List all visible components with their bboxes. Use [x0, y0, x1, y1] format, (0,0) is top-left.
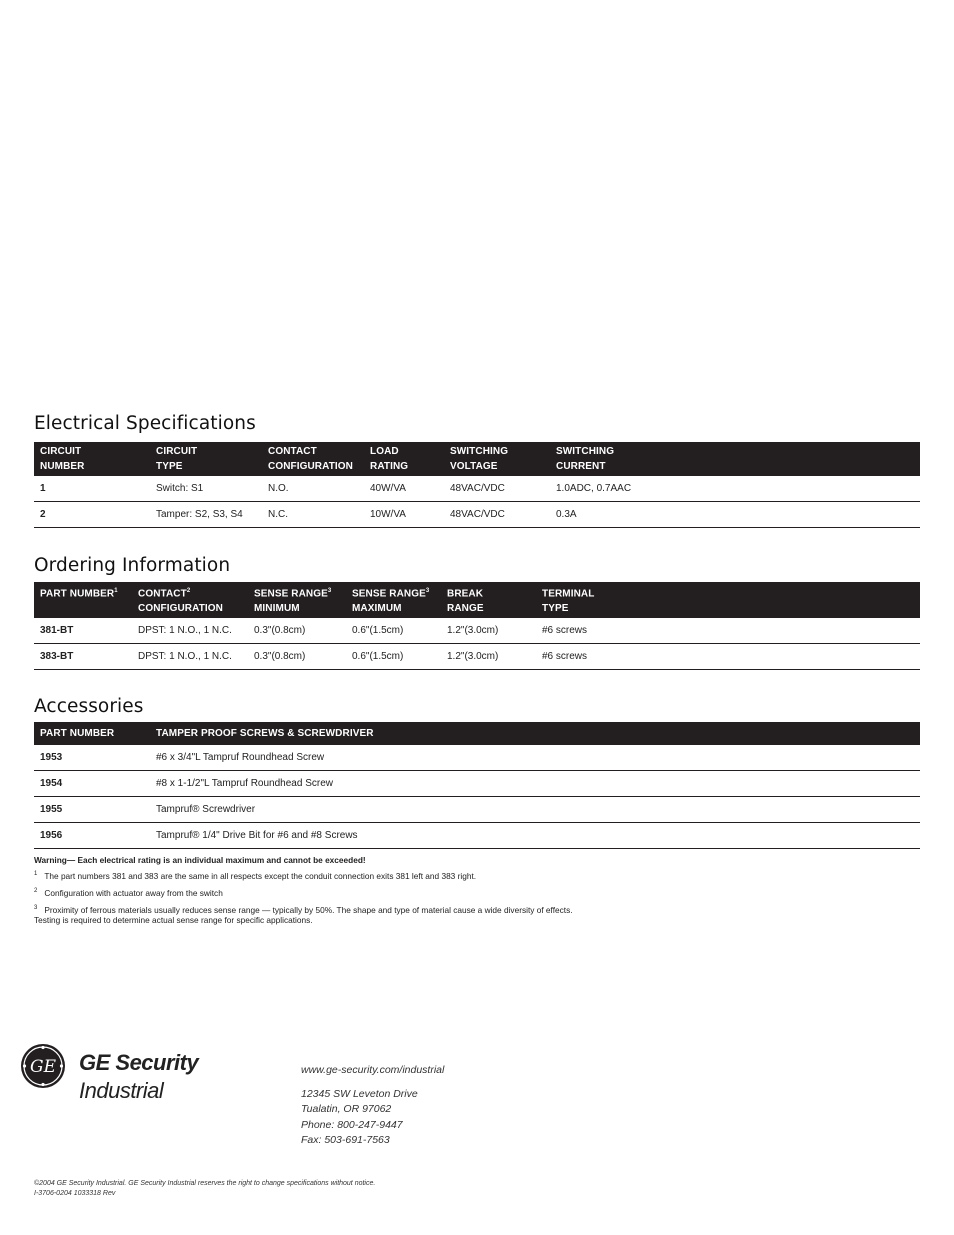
footnotes: [34, 855, 920, 926]
table-cell: 48VAC/VDC: [444, 476, 550, 502]
table-cell: 383-BT: [34, 644, 132, 670]
table-cell: 1: [34, 476, 150, 502]
footnote: $^1$ The part numbers 381 and 383 are the same in all respects except the conduit connection exits 381 left and 383 right.: [34, 870, 477, 881]
table-header: [34, 442, 920, 476]
fax-text: Fax: 503-691-7563: [301, 1134, 390, 1146]
accessories-table: [34, 722, 920, 849]
table-header: [34, 722, 920, 745]
column-header: LOAD RATING: [364, 442, 444, 476]
column-header: CONTACT$^2$ CONFIGURATION: [132, 582, 248, 618]
ge-monogram-icon: [20, 1043, 66, 1094]
address-line: 12345 SW Leveton Drive: [301, 1087, 418, 1100]
column-header: SENSE RANGE$^3$ MINIMUM: [248, 582, 346, 618]
website-link[interactable]: www.ge-security.com/industrial: [301, 1064, 445, 1076]
table-row: [34, 823, 920, 849]
table-cell: Tampruf® Screwdriver: [150, 797, 920, 823]
table-cell: 2: [34, 502, 150, 528]
table-cell: 0.3"(0.8cm): [248, 618, 346, 644]
table-header: [34, 582, 920, 618]
svg-text:GE: GE: [30, 1057, 56, 1077]
ordering-information-heading: Ordering Information: [34, 555, 231, 576]
table-cell: #6 screws: [536, 618, 920, 644]
address-line: Tualatin, OR 97062: [301, 1103, 392, 1115]
legal-footer: [34, 1179, 375, 1199]
table-cell: DPST: 1 N.O., 1 N.C.: [132, 644, 248, 670]
table-cell: 1953: [34, 745, 150, 771]
table-row: [34, 745, 920, 771]
accessories-heading: Accessories: [34, 696, 144, 717]
column-header: CONTACT CONFIGURATION: [262, 442, 364, 476]
table-cell: 1.0ADC, 0.7AAC: [550, 476, 920, 502]
table-cell: 1955: [34, 797, 150, 823]
table-row: [34, 502, 920, 528]
phone-text: Phone: 800-247-9447: [301, 1118, 403, 1131]
table-cell: 0.6"(1.5cm): [346, 644, 441, 670]
table-row: [34, 618, 920, 644]
table-cell: Switch: S1: [150, 476, 262, 502]
column-header: PART NUMBER$^1$: [34, 582, 132, 618]
table-cell: 40W/VA: [364, 476, 444, 502]
table-cell: 1.2"(3.0cm): [441, 644, 536, 670]
table-cell: N.O.: [262, 476, 364, 502]
table-cell: 1.2"(3.0cm): [441, 618, 536, 644]
table-cell: Tamper: S2, S3, S4: [150, 502, 262, 528]
table-cell: 1956: [34, 823, 150, 849]
column-header: PART NUMBER: [34, 722, 150, 745]
table-cell: Tampruf® 1/4" Drive Bit for #6 and #8 Screws: [150, 823, 920, 849]
table-cell: 48VAC/VDC: [444, 502, 550, 528]
footnote: $^3$ Proximity of ferrous materials usually reduces sense range — typically by 50%. The shape and type of material cause a wide diversity of effects. Testing is required to determine actual sense range for specific applications.: [34, 904, 573, 926]
table-cell: 10W/VA: [364, 502, 444, 528]
table-cell: 381-BT: [34, 618, 132, 644]
column-header: TERMINAL TYPE: [536, 582, 920, 618]
column-header: CIRCUIT TYPE: [150, 442, 262, 476]
table-row: [34, 476, 920, 502]
column-header: BREAK RANGE: [441, 582, 536, 618]
copyright-text: ©2004 GE Security Industrial. GE Security Industrial reserves the right to change specifications without notice.: [34, 1180, 376, 1187]
brand-name: GE Security: [79, 1050, 199, 1075]
column-header: CIRCUIT NUMBER: [34, 442, 150, 476]
contact-block: [301, 1063, 444, 1149]
table-cell: 0.6"(1.5cm): [346, 618, 441, 644]
column-header: SENSE RANGE$^3$ MAXIMUM: [346, 582, 441, 618]
table-cell: 0.3A: [550, 502, 920, 528]
footnote: $^2$ Configuration with actuator away from the switch: [34, 887, 223, 898]
brand-subtitle: Industrial: [79, 1078, 164, 1103]
table-row: [34, 797, 920, 823]
table-cell: 0.3"(0.8cm): [248, 644, 346, 670]
table-cell: 1954: [34, 771, 150, 797]
table-cell: N.C.: [262, 502, 364, 528]
table-row: [34, 644, 920, 670]
column-header: SWITCHING VOLTAGE: [444, 442, 550, 476]
electrical-specifications-heading: Electrical Specifications: [34, 413, 256, 434]
document-number: I-3706-0204 1033318 Rev: [34, 1190, 116, 1197]
column-header: SWITCHING CURRENT: [550, 442, 920, 476]
table-cell: #8 x 1-1/2"L Tampruf Roundhead Screw: [150, 771, 920, 797]
ge-monogram-icon-graphic: [20, 1043, 66, 1089]
table-cell: #6 screws: [536, 644, 920, 670]
warning-text: Warning— Each electrical rating is an individual maximum and cannot be exceeded!: [34, 855, 366, 865]
table-cell: DPST: 1 N.O., 1 N.C.: [132, 618, 248, 644]
ordering-information-table: [34, 582, 920, 670]
column-header: TAMPER PROOF SCREWS & SCREWDRIVER: [150, 722, 920, 745]
electrical-specifications-table: [34, 442, 920, 528]
table-cell: #6 x 3/4"L Tampruf Roundhead Screw: [150, 745, 920, 771]
table-row: [34, 771, 920, 797]
